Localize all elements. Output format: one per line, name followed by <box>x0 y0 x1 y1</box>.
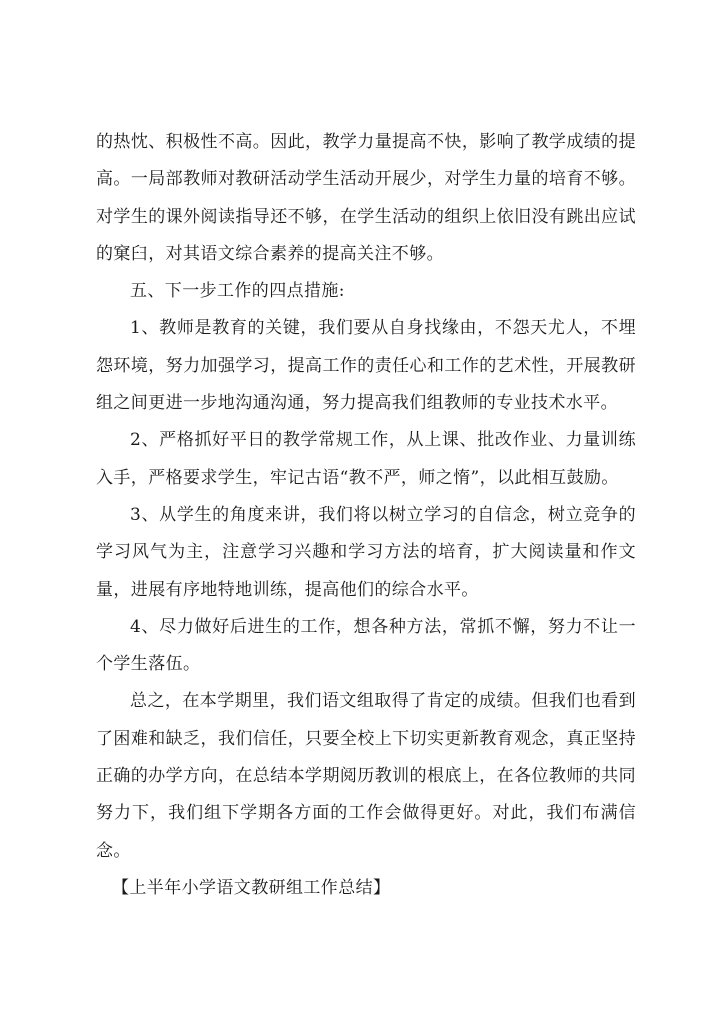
measure-item-2: 2、严格抓好平日的教学常规工作，从上课、批改作业、力量训练入手，严格要求学生，牢记古语“教不严，师之惰”，以此相互鼓励。 <box>96 430 636 488</box>
document-body <box>96 124 636 907</box>
next-section-title: 【上半年小学语文教研组工作总结】 <box>112 877 391 898</box>
section-heading: 五、下一步工作的四点措施: <box>130 281 345 302</box>
measure-item-3: 3、从学生的角度来讲，我们将以树立学习的自信念，树立竞争的学习风气为主，注意学习兴趣和学习方法的培育，扩大阅读量和作文量，进展有序地特地训练，提高他们的综合水平。 <box>96 504 636 600</box>
paragraph-continuation: 的热忱、积极性不高。因此，教学力量提高不快，影响了教学成绩的提高。一局部教师对教研活动学生活动开展少，对学生力量的培育不够。对学生的课外阅读指导还不够，在学生活动的组织上依旧没有跳出应试的窠臼，对其语文综合素养的提高关注不够。 <box>96 132 636 264</box>
conclusion-paragraph: 总之，在本学期里，我们语文组取得了肯定的成绩。但我们也看到了困难和缺乏，我们信任，只要全校上下切实更新教育观念，真正坚持正确的办学方向，在总结本学期阅历教训的根底上，在各位教师的共同努力下，我们组下学期各方面的工作会做得更好。对此，我们布满信念。 <box>96 691 636 861</box>
measure-item-1: 1、教师是教育的关键，我们要从自身找缘由，不怨天尤人，不埋怨环境，努力加强学习，提高工作的责任心和工作的艺术性，开展教研组之间更进一步地沟通沟通，努力提高我们组教师的专业技术水平。 <box>96 318 636 414</box>
measure-item-4: 4、尽力做好后进生的工作，想各种方法，常抓不懈，努力不让一个学生落伍。 <box>96 616 636 675</box>
